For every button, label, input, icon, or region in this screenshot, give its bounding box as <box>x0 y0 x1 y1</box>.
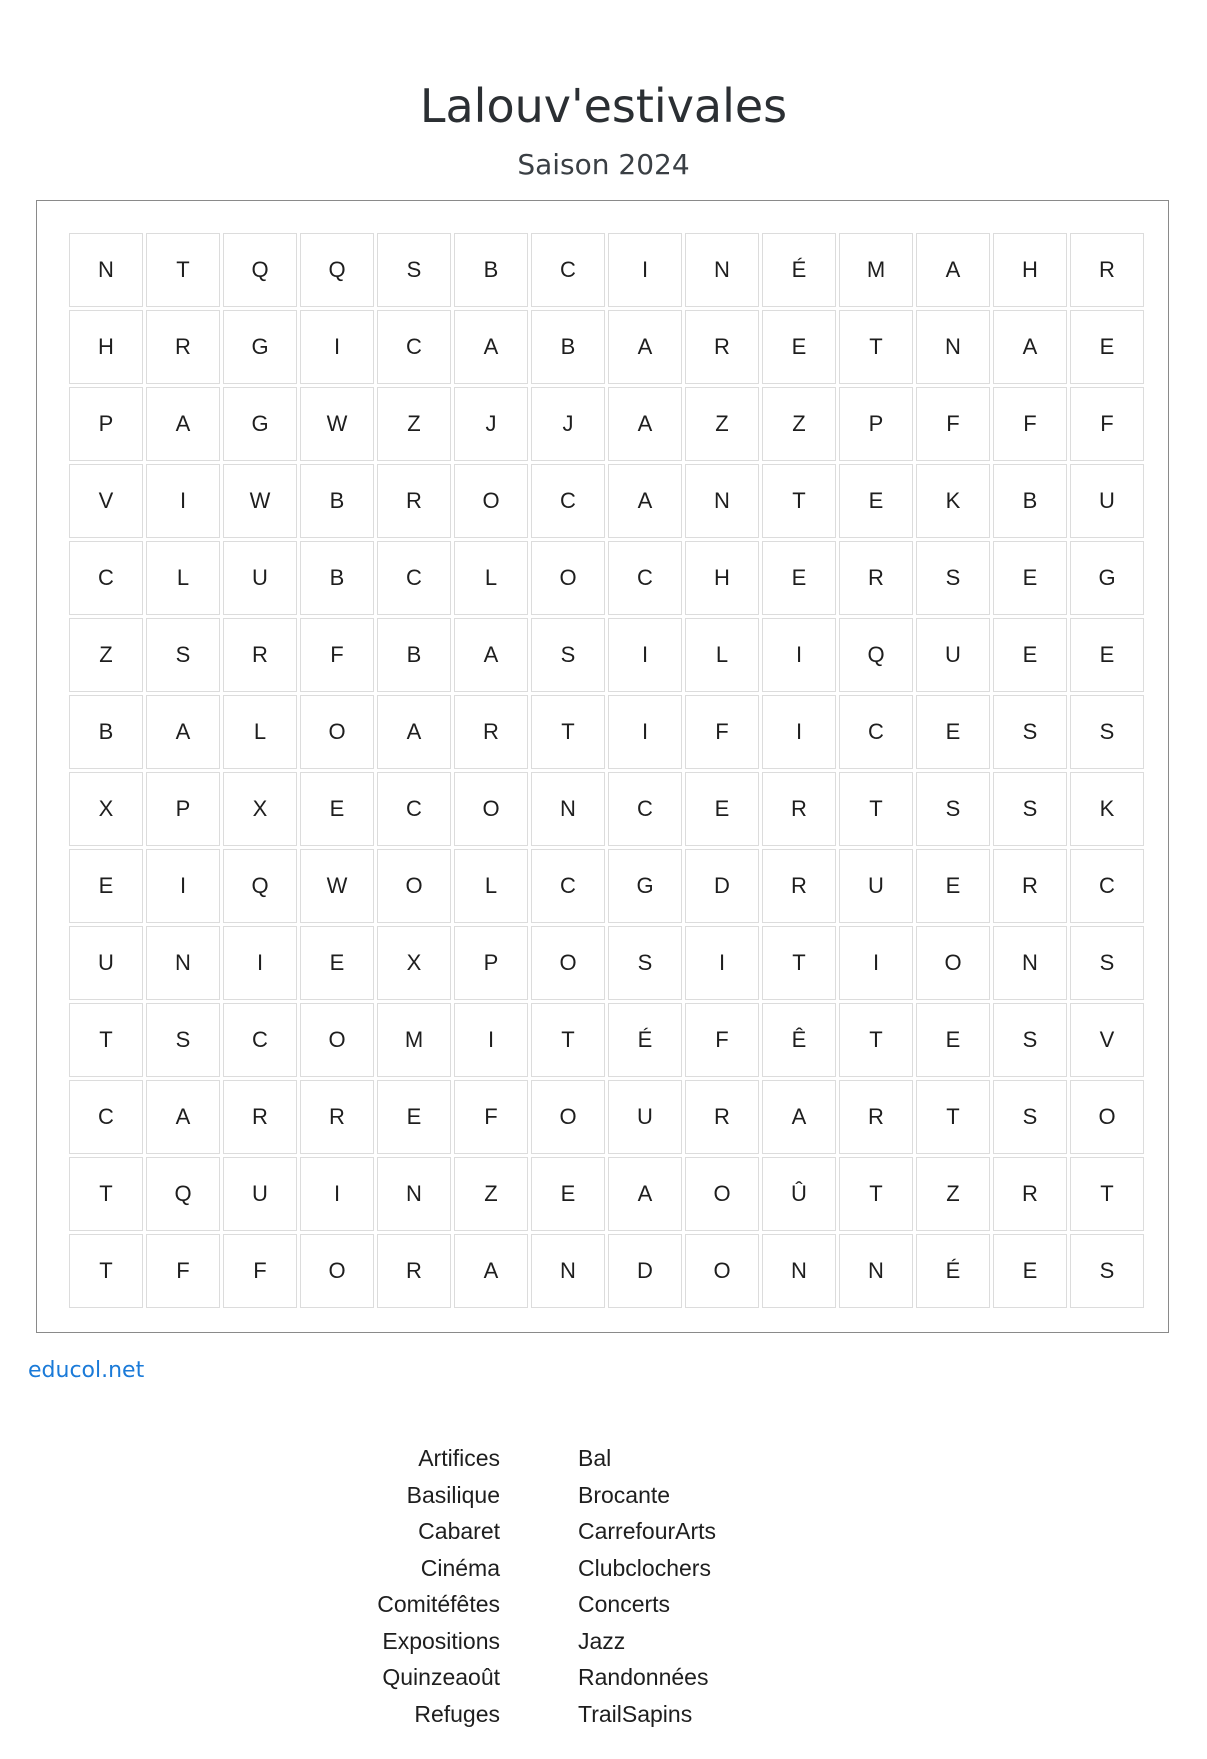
grid-cell[interactable]: I <box>300 310 374 384</box>
grid-cell[interactable]: S <box>993 772 1067 846</box>
grid-cell[interactable]: B <box>300 464 374 538</box>
grid-cell[interactable]: A <box>608 1157 682 1231</box>
grid-cell[interactable]: N <box>993 926 1067 1000</box>
grid-cell[interactable]: G <box>223 387 297 461</box>
grid-cell[interactable]: Q <box>223 849 297 923</box>
word-list-item: Cabaret <box>418 1518 500 1544</box>
grid-cell[interactable]: E <box>762 310 836 384</box>
grid-cell[interactable]: C <box>608 541 682 615</box>
grid-cell[interactable]: B <box>993 464 1067 538</box>
grid-cell[interactable]: W <box>300 387 374 461</box>
grid-cell[interactable]: N <box>685 464 759 538</box>
word-list-item: Cinéma <box>420 1554 500 1581</box>
grid-cell[interactable]: S <box>916 772 990 846</box>
grid-cell[interactable]: C <box>69 1080 143 1154</box>
grid-cell[interactable]: R <box>839 541 913 615</box>
grid-cell[interactable]: O <box>685 1234 759 1308</box>
grid-cell[interactable]: F <box>685 1003 759 1077</box>
grid-cell[interactable]: G <box>1070 541 1144 615</box>
grid-cell[interactable]: A <box>146 387 220 461</box>
grid-cell[interactable]: C <box>377 541 451 615</box>
grid-cell[interactable]: E <box>762 541 836 615</box>
grid-cell[interactable]: J <box>531 387 605 461</box>
grid-cell[interactable]: Z <box>916 1157 990 1231</box>
grid-cell[interactable]: S <box>608 926 682 1000</box>
grid-cell[interactable]: X <box>377 926 451 1000</box>
grid-cell[interactable]: E <box>1070 310 1144 384</box>
grid-cell[interactable]: T <box>839 310 913 384</box>
grid-cell[interactable]: T <box>69 1234 143 1308</box>
grid-cell[interactable]: A <box>146 1080 220 1154</box>
grid-cell[interactable]: É <box>762 233 836 307</box>
grid-cell[interactable]: T <box>531 1003 605 1077</box>
grid-cell[interactable]: O <box>454 464 528 538</box>
grid-cell[interactable]: I <box>608 695 682 769</box>
grid-cell[interactable]: R <box>1070 233 1144 307</box>
grid-cell[interactable]: U <box>69 926 143 1000</box>
grid-cell[interactable]: I <box>839 926 913 1000</box>
word-list-item: Artifices <box>418 1445 500 1471</box>
grid-cell[interactable]: S <box>1070 1234 1144 1308</box>
grid-cell[interactable]: R <box>223 618 297 692</box>
grid-cell[interactable]: L <box>146 541 220 615</box>
grid-cell[interactable]: A <box>608 464 682 538</box>
grid-cell[interactable]: R <box>993 849 1067 923</box>
grid-cell[interactable]: U <box>223 1157 297 1231</box>
grid-cell[interactable]: O <box>454 772 528 846</box>
grid-cell[interactable]: O <box>916 926 990 1000</box>
grid-cell[interactable]: K <box>916 464 990 538</box>
grid-cell[interactable]: H <box>993 233 1067 307</box>
grid-cell[interactable]: L <box>454 849 528 923</box>
grid-cell[interactable]: A <box>454 618 528 692</box>
grid-cell[interactable]: R <box>146 310 220 384</box>
grid-cell[interactable]: R <box>685 310 759 384</box>
grid-cell[interactable]: S <box>531 618 605 692</box>
grid-cell[interactable]: N <box>685 233 759 307</box>
grid-cell[interactable]: I <box>685 926 759 1000</box>
grid-cell[interactable]: I <box>454 1003 528 1077</box>
grid-cell[interactable]: H <box>685 541 759 615</box>
grid-cell[interactable]: T <box>762 464 836 538</box>
grid-cell[interactable]: J <box>454 387 528 461</box>
grid-cell[interactable]: C <box>377 772 451 846</box>
grid-cell[interactable]: Z <box>454 1157 528 1231</box>
grid-cell[interactable]: E <box>531 1157 605 1231</box>
grid-cell[interactable]: Z <box>69 618 143 692</box>
grid-cell[interactable]: T <box>762 926 836 1000</box>
grid-cell[interactable]: A <box>146 695 220 769</box>
grid-cell[interactable]: F <box>146 1234 220 1308</box>
grid-cell[interactable]: P <box>454 926 528 1000</box>
grid-cell[interactable]: F <box>300 618 374 692</box>
word-list-item: Refuges <box>414 1700 500 1727</box>
grid-cell[interactable]: T <box>839 772 913 846</box>
letter-grid <box>69 233 1144 1308</box>
grid-cell[interactable]: E <box>300 926 374 1000</box>
grid-cell[interactable]: T <box>839 1003 913 1077</box>
grid-cell[interactable]: O <box>377 849 451 923</box>
grid-cell[interactable]: R <box>300 1080 374 1154</box>
grid-cell[interactable]: G <box>223 310 297 384</box>
grid-cell[interactable]: I <box>146 464 220 538</box>
grid-cell[interactable]: E <box>916 695 990 769</box>
grid-cell[interactable]: U <box>916 618 990 692</box>
credit-link[interactable]: educol.net <box>28 1358 145 1383</box>
grid-cell[interactable]: S <box>993 695 1067 769</box>
grid-cell[interactable]: L <box>223 695 297 769</box>
grid-cell[interactable]: S <box>377 233 451 307</box>
grid-cell[interactable]: E <box>993 1234 1067 1308</box>
page-title: Lalouv'estivales <box>419 79 788 133</box>
grid-cell[interactable]: E <box>993 618 1067 692</box>
grid-cell[interactable]: N <box>916 310 990 384</box>
grid-cell[interactable]: C <box>1070 849 1144 923</box>
grid-cell[interactable]: O <box>685 1157 759 1231</box>
grid-cell[interactable]: D <box>685 849 759 923</box>
word-list-item: Comitéfêtes <box>377 1591 500 1617</box>
grid-cell[interactable]: A <box>916 233 990 307</box>
grid-cell[interactable]: S <box>1070 695 1144 769</box>
grid-cell[interactable]: F <box>685 695 759 769</box>
grid-cell[interactable]: A <box>454 310 528 384</box>
grid-cell[interactable]: B <box>377 618 451 692</box>
grid-cell[interactable]: F <box>454 1080 528 1154</box>
word-list-item: Quinzeaoût <box>382 1664 500 1690</box>
grid-cell[interactable]: I <box>762 695 836 769</box>
grid-cell[interactable]: A <box>993 310 1067 384</box>
grid-cell[interactable]: I <box>300 1157 374 1231</box>
word-list-right-column <box>578 1440 838 1732</box>
word-list-item: Randonnées <box>578 1664 709 1690</box>
grid-cell[interactable]: D <box>608 1234 682 1308</box>
grid-cell[interactable]: F <box>993 387 1067 461</box>
grid-cell[interactable]: G <box>608 849 682 923</box>
grid-cell[interactable]: I <box>608 618 682 692</box>
page-subtitle: Saison 2024 <box>517 148 690 181</box>
grid-cell[interactable]: B <box>531 310 605 384</box>
grid-cell[interactable]: E <box>839 464 913 538</box>
grid-cell[interactable]: U <box>223 541 297 615</box>
grid-cell[interactable]: K <box>1070 772 1144 846</box>
word-list-item: Expositions <box>382 1627 500 1654</box>
grid-cell[interactable]: L <box>685 618 759 692</box>
grid-cell[interactable]: É <box>608 1003 682 1077</box>
grid-cell[interactable]: E <box>685 772 759 846</box>
grid-cell[interactable]: P <box>69 387 143 461</box>
grid-cell[interactable]: R <box>839 1080 913 1154</box>
grid-cell[interactable]: N <box>531 772 605 846</box>
grid-cell[interactable]: S <box>916 541 990 615</box>
word-list-item: Clubclochers <box>578 1554 711 1581</box>
grid-cell[interactable]: C <box>608 772 682 846</box>
puzzle-frame <box>36 200 1169 1333</box>
grid-cell[interactable]: X <box>69 772 143 846</box>
grid-cell[interactable]: O <box>300 695 374 769</box>
grid-cell[interactable]: T <box>531 695 605 769</box>
grid-cell[interactable]: L <box>454 541 528 615</box>
grid-cell[interactable]: N <box>377 1157 451 1231</box>
grid-cell[interactable]: E <box>300 772 374 846</box>
word-list-item: Basilique <box>406 1481 500 1508</box>
grid-cell[interactable]: T <box>69 1157 143 1231</box>
grid-cell[interactable]: S <box>993 1080 1067 1154</box>
grid-cell[interactable]: V <box>1070 1003 1144 1077</box>
word-list-item: CarrefourArts <box>578 1518 717 1544</box>
grid-cell[interactable]: O <box>531 541 605 615</box>
grid-cell[interactable]: E <box>916 1003 990 1077</box>
grid-cell[interactable]: N <box>839 1234 913 1308</box>
grid-cell[interactable]: N <box>762 1234 836 1308</box>
grid-cell[interactable]: C <box>69 541 143 615</box>
grid-cell[interactable]: P <box>839 387 913 461</box>
grid-cell[interactable]: B <box>69 695 143 769</box>
grid-cell[interactable]: A <box>762 1080 836 1154</box>
word-list-item: TrailSapins <box>578 1700 693 1727</box>
grid-cell[interactable]: U <box>839 849 913 923</box>
grid-cell[interactable]: R <box>223 1080 297 1154</box>
grid-cell[interactable]: Û <box>762 1157 836 1231</box>
grid-cell[interactable]: S <box>146 1003 220 1077</box>
grid-cell[interactable]: E <box>1070 618 1144 692</box>
grid-cell[interactable]: R <box>377 464 451 538</box>
grid-cell[interactable]: R <box>762 772 836 846</box>
grid-cell[interactable]: A <box>454 1234 528 1308</box>
grid-cell[interactable]: Q <box>300 233 374 307</box>
grid-cell[interactable]: Q <box>223 233 297 307</box>
grid-cell[interactable]: C <box>377 310 451 384</box>
grid-cell[interactable]: U <box>1070 464 1144 538</box>
grid-cell[interactable]: C <box>531 849 605 923</box>
grid-cell[interactable]: E <box>993 541 1067 615</box>
grid-cell[interactable]: T <box>146 233 220 307</box>
grid-cell[interactable]: A <box>608 310 682 384</box>
grid-cell[interactable]: O <box>531 1080 605 1154</box>
grid-cell[interactable]: R <box>454 695 528 769</box>
grid-cell[interactable]: A <box>377 695 451 769</box>
grid-cell[interactable]: S <box>1070 926 1144 1000</box>
grid-cell[interactable]: W <box>300 849 374 923</box>
grid-cell[interactable]: Z <box>762 387 836 461</box>
grid-cell[interactable]: R <box>762 849 836 923</box>
grid-cell[interactable]: M <box>839 233 913 307</box>
grid-cell[interactable]: V <box>69 464 143 538</box>
grid-cell[interactable]: O <box>300 1234 374 1308</box>
grid-cell[interactable]: C <box>531 464 605 538</box>
grid-cell[interactable]: M <box>377 1003 451 1077</box>
grid-cell[interactable]: A <box>608 387 682 461</box>
grid-cell[interactable]: F <box>223 1234 297 1308</box>
grid-cell[interactable]: B <box>454 233 528 307</box>
word-list-item: Brocante <box>578 1481 671 1508</box>
grid-cell[interactable]: W <box>223 464 297 538</box>
grid-cell[interactable]: Z <box>377 387 451 461</box>
grid-cell[interactable]: O <box>300 1003 374 1077</box>
grid-cell[interactable]: Ê <box>762 1003 836 1077</box>
word-list-left-column <box>300 1440 500 1732</box>
grid-cell[interactable]: F <box>916 387 990 461</box>
grid-cell[interactable]: T <box>1070 1157 1144 1231</box>
grid-cell[interactable]: T <box>916 1080 990 1154</box>
grid-cell[interactable]: S <box>993 1003 1067 1077</box>
grid-cell[interactable]: Q <box>839 618 913 692</box>
grid-cell[interactable]: I <box>608 233 682 307</box>
grid-cell[interactable]: I <box>146 849 220 923</box>
grid-cell[interactable]: O <box>1070 1080 1144 1154</box>
word-list-item: Concerts <box>578 1591 671 1617</box>
grid-cell[interactable]: C <box>531 233 605 307</box>
grid-cell[interactable]: N <box>146 926 220 1000</box>
grid-cell[interactable]: X <box>223 772 297 846</box>
grid-cell[interactable]: P <box>146 772 220 846</box>
grid-cell[interactable]: E <box>916 849 990 923</box>
grid-cell[interactable]: T <box>69 1003 143 1077</box>
grid-cell[interactable]: T <box>839 1157 913 1231</box>
grid-cell[interactable]: Z <box>685 387 759 461</box>
grid-cell[interactable]: F <box>1070 387 1144 461</box>
grid-cell[interactable]: H <box>69 310 143 384</box>
grid-cell[interactable]: E <box>377 1080 451 1154</box>
grid-cell[interactable]: N <box>531 1234 605 1308</box>
grid-cell[interactable]: É <box>916 1234 990 1308</box>
word-list-item: Bal <box>578 1445 612 1471</box>
grid-cell[interactable]: I <box>762 618 836 692</box>
grid-cell[interactable]: Q <box>146 1157 220 1231</box>
word-list-item: Jazz <box>578 1627 626 1654</box>
grid-cell[interactable]: B <box>300 541 374 615</box>
grid-cell[interactable]: I <box>223 926 297 1000</box>
grid-cell[interactable]: R <box>377 1234 451 1308</box>
grid-cell[interactable]: C <box>839 695 913 769</box>
grid-cell[interactable]: S <box>146 618 220 692</box>
grid-cell[interactable]: R <box>993 1157 1067 1231</box>
grid-cell[interactable]: U <box>608 1080 682 1154</box>
grid-cell[interactable]: E <box>69 849 143 923</box>
grid-cell[interactable]: O <box>531 926 605 1000</box>
grid-cell[interactable]: C <box>223 1003 297 1077</box>
grid-cell[interactable]: N <box>69 233 143 307</box>
grid-cell[interactable]: R <box>685 1080 759 1154</box>
